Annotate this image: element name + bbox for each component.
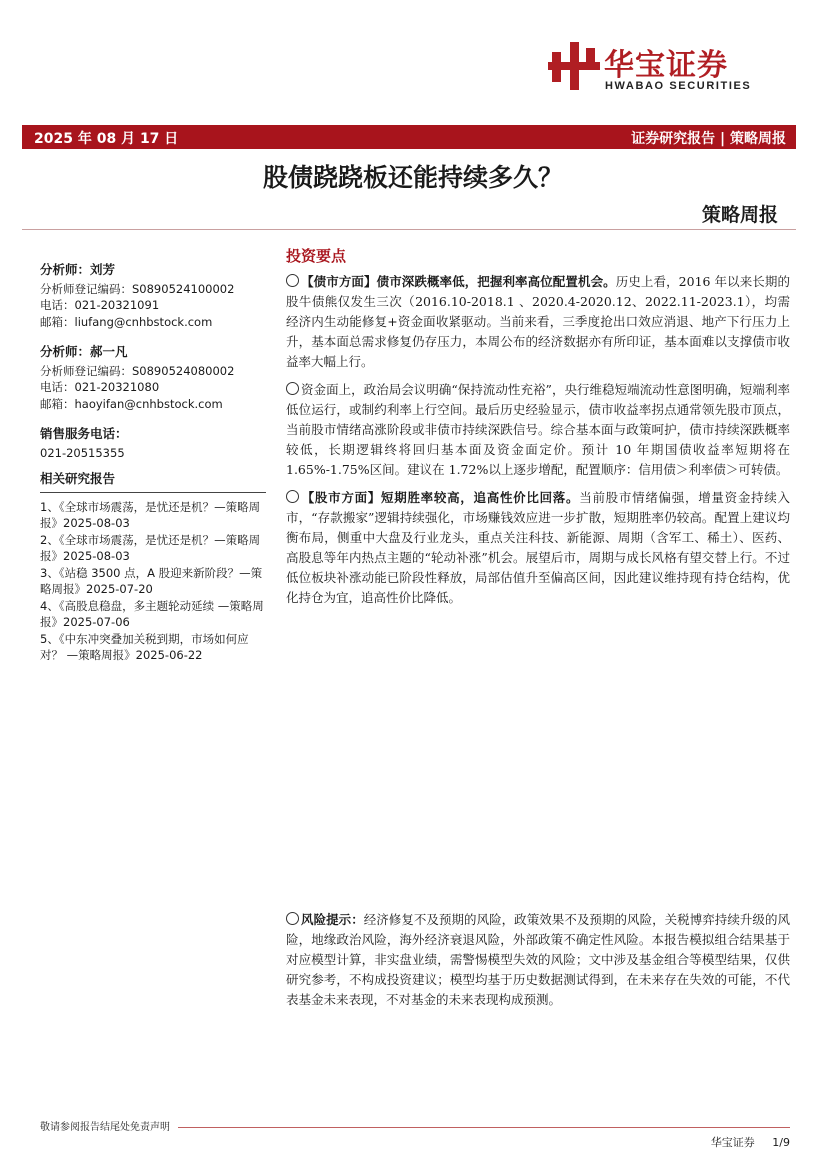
bullet-clock-icon: [286, 490, 299, 503]
divider: [22, 229, 796, 230]
analyst-reg: 分析师登记编码：S0890524100002: [40, 281, 235, 296]
report-subtitle: 策略周报: [701, 204, 778, 226]
sales-phone: 021-20515355: [40, 445, 125, 460]
analyst-email[interactable]: 邮箱：haoyifan@cnhbstock.com: [40, 396, 223, 411]
liquidity-paragraph: [286, 380, 790, 480]
logo-english-name: HWABAO SECURITIES: [605, 80, 752, 92]
bullet-clock-icon: [286, 912, 299, 925]
hwabao-logo-mark-icon: [548, 42, 600, 90]
equity-body: 当前股市情绪偏强，增量资金持续入市，“存款搬家”逻辑持续强化，市场赚钱效应进一步扩散，短期胜率仍较高。配置上建议均衡布局，侧重中大盘及行业龙头，重点关注科技、新能源、周期（含军工、稀土）、医药、高股息等年内热点主题的“轮动补涨”机会。展望后市，周期与成长风格有望交替上行。不过低位板块补涨动能已阶段性释放，局部估值升至偏高区间，因此建议维持现有持仓结构，优化持仓为宜，追高性价比降低。: [286, 490, 790, 605]
related-reports-title: 相关研究报告: [40, 471, 116, 486]
related-report-item[interactable]: 4、《高股息稳盘，多主题轮动延续 —策略周报》2025-07-06: [40, 598, 264, 629]
bond-paragraph: [286, 272, 790, 372]
header-bar: [22, 125, 796, 149]
footer-brand: 华宝证券: [710, 1136, 755, 1149]
bond-body: 历史上看，2016 年以来长期的股牛债熊仅发生三次（2016.10-2018.1 、2020.4-2020.12、2022.11-2023.1），均需经济内生动能修复+资金面收紧驱动。当前来看，三季度抢出口效应消退、地产下行压力上升，基本面总需求修复仍存压力，本周公布的经济数据亦有所印证，基本面难以支撑债市收益率大幅上行。: [286, 274, 790, 369]
related-report-item[interactable]: 3、《站稳 3500 点，A 股迎来新阶段？—策略周报》2025-07-20: [40, 565, 263, 596]
bullet-clock-icon: [286, 274, 299, 287]
report-type: 证券研究报告 | 策略周报: [631, 131, 786, 147]
footer-disclaimer: 敬请参阅报告结尾处免责声明: [40, 1118, 178, 1133]
liquidity-body: 资金面上，政治局会议明确“保持流动性充裕”，央行维稳短端流动性意图明确，短端利率低位运行，或制约利率上行空间。最后历史经验显示，债市收益率拐点通常领先股市顶点，当前股市情绪高涨阶段或非债市持续深跌信号。综合基本面与政策呵护，债市持续深跌概率较低，长期逻辑终将回归基本面及资金面定价。预计 10 年期国债收益率短期将在 1.65%-1.75%区间。建议在 1.72%以上逐步增配，配置顺序：信用债＞利率债＞可转债。: [286, 382, 790, 477]
analyst-name: 分析师：刘芳: [40, 262, 116, 277]
equity-paragraph: [286, 488, 790, 608]
analyst-reg: 分析师登记编码：S0890524080002: [40, 363, 235, 378]
analyst-name: 分析师：郝一凡: [40, 344, 128, 359]
risk-body: 经济修复不及预期的风险，政策效果不及预期的风险，关税博弈持续升级的风险，地缘政治风险，海外经济衰退风险，外部政策不确定性风险。本报告模拟组合结果基于对应模型计算，非实盘业绩，需警惕模型失效的风险；文中涉及基金组合等模型结果，仅供研究参考，不构成投资建议；模型均基于历史数据测试得到，在未来存在失效的可能，不代表基金未来表现，不对基金的未来表现构成预测。: [286, 912, 790, 1007]
sales-label: 销售服务电话：: [40, 426, 128, 441]
section-title: 投资要点: [286, 247, 347, 265]
sidebar: [40, 262, 266, 664]
footer-page-info: [711, 1134, 790, 1150]
main-content: [286, 246, 790, 616]
report-title: 股债跷跷板还能持续多久？: [262, 163, 563, 192]
analyst-phone: 电话：021-20321091: [40, 298, 160, 312]
related-report-item[interactable]: 5、《中东冲突叠加关税到期，市场如何应对？ —策略周报》2025-06-22: [40, 631, 249, 662]
related-report-item[interactable]: 2、《全球市场震荡，是忧还是机？—策略周报》2025-08-03: [40, 532, 261, 563]
company-logo: [548, 40, 778, 100]
bond-lead: 【债市方面】债市深跌概率低，把握利率高位配置机会。: [301, 274, 616, 289]
related-divider: [40, 492, 266, 493]
logo-chinese-name: 华宝证券: [604, 48, 728, 83]
analyst-email[interactable]: 邮箱：liufang@cnhbstock.com: [40, 314, 213, 329]
bullet-clock-icon: [286, 382, 299, 395]
equity-lead: 【股市方面】短期胜率较高，追高性价比回落。: [301, 490, 580, 505]
risk-warning: [286, 910, 790, 1010]
analyst-phone: 电话：021-20321080: [40, 380, 160, 394]
related-report-item[interactable]: 1、《全球市场震荡，是忧还是机？—策略周报》2025-08-03: [40, 499, 261, 530]
report-date: 2025 年 08 月 17 日: [34, 131, 179, 147]
page-number: 1/9: [772, 1136, 790, 1149]
risk-lead: 风险提示：: [301, 912, 364, 927]
